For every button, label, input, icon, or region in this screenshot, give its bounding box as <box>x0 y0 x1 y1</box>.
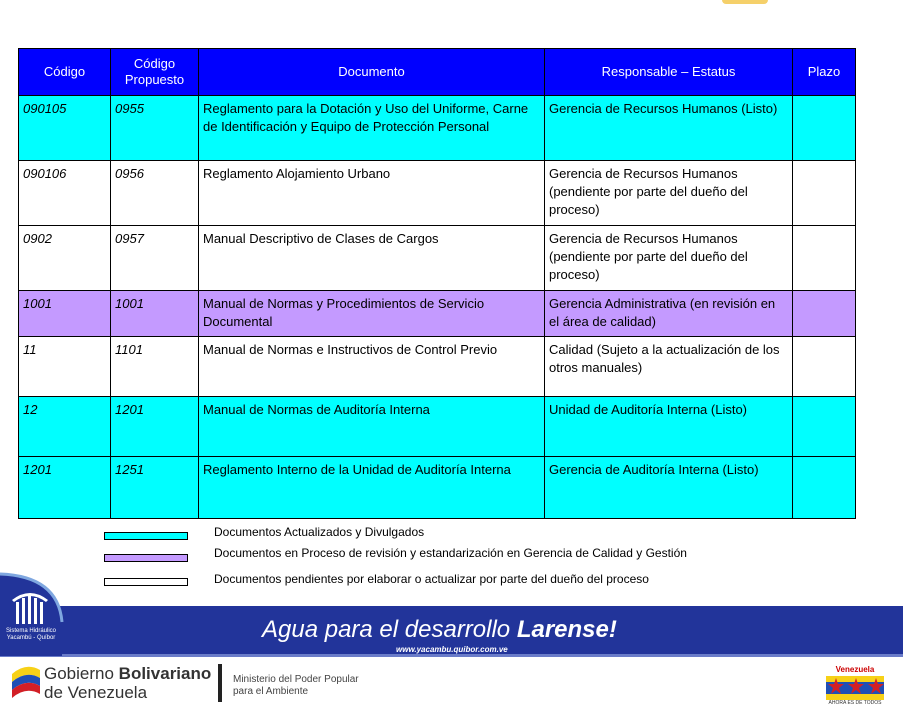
cell-document: Reglamento Interno de la Unidad de Auditoría Interna <box>199 457 545 519</box>
ministry-line-2: para el Ambiente <box>233 686 309 697</box>
footer-url: www.yacambu.quibor.com.ve <box>396 645 508 654</box>
footer-slogan <box>262 616 617 644</box>
government-prefix: Gobierno <box>44 664 119 683</box>
table-row <box>19 96 856 161</box>
cell-document: Reglamento Alojamiento Urbano <box>199 161 545 226</box>
venezuela-flag-icon <box>10 660 42 700</box>
cell-proposed-code: 1001 <box>111 291 199 337</box>
status-legend <box>104 522 864 588</box>
cell-code: 11 <box>19 337 111 397</box>
cell-responsible-status: Gerencia de Recursos Humanos (pendiente por parte del dueño del proceso) <box>545 226 793 291</box>
cell-code: 090106 <box>19 161 111 226</box>
cell-term <box>793 291 856 337</box>
table-row <box>19 291 856 337</box>
cell-term <box>793 457 856 519</box>
cell-responsible-status: Gerencia de Recursos Humanos (Listo) <box>545 96 793 161</box>
cell-proposed-code: 0956 <box>111 161 199 226</box>
cell-responsible-status: Calidad (Sujeto a la actualización de los otros manuales) <box>545 337 793 397</box>
cell-proposed-code: 0955 <box>111 96 199 161</box>
cell-proposed-code: 1201 <box>111 397 199 457</box>
legend-swatch-review <box>104 554 188 562</box>
cell-responsible-status: Unidad de Auditoría Interna (Listo) <box>545 397 793 457</box>
cell-term <box>793 337 856 397</box>
cell-document: Reglamento para la Dotación y Uso del Uniforme, Carne de Identificación y Equipo de Protección Personal <box>199 96 545 161</box>
cell-document: Manual de Normas y Procedimientos de Servicio Documental <box>199 291 545 337</box>
legend-label-pending: Documentos pendientes por elaborar o actualizar por parte del dueño del proceso <box>214 572 649 586</box>
table-row <box>19 457 856 519</box>
cell-responsible-status: Gerencia de Auditoría Interna (Listo) <box>545 457 793 519</box>
table-header-row <box>19 49 856 96</box>
cell-term <box>793 397 856 457</box>
legend-label-review: Documentos en Proceso de revisión y estandarización en Gerencia de Calidad y Gestión <box>214 546 687 560</box>
venezuela-logo-label: Venezuela <box>835 665 875 674</box>
cell-proposed-code: 1251 <box>111 457 199 519</box>
legend-item-review <box>104 544 864 566</box>
government-line-1 <box>44 664 211 683</box>
cell-code: 0902 <box>19 226 111 291</box>
footer-divider <box>218 664 222 702</box>
header-proposed-code: Código Propuesto <box>111 49 199 96</box>
table-row <box>19 161 856 226</box>
header-term: Plazo <box>793 49 856 96</box>
top-accent-decoration <box>722 0 768 4</box>
cell-document: Manual Descriptivo de Clases de Cargos <box>199 226 545 291</box>
ministry-name <box>233 674 359 698</box>
slogan-emphasis: Larense! <box>516 616 617 643</box>
legend-label-updated: Documentos Actualizados y Divulgados <box>214 525 425 539</box>
table-row <box>19 337 856 397</box>
cell-code: 1001 <box>19 291 111 337</box>
legend-item-updated <box>104 522 864 544</box>
documents-table <box>18 48 856 519</box>
yacambu-logo-icon <box>0 572 64 656</box>
legend-swatch-pending <box>104 578 188 586</box>
government-line-2: de Venezuela <box>44 683 148 702</box>
venezuela-logo-tagline: AHORA ES DE TODOS <box>828 700 882 706</box>
cell-term <box>793 226 856 291</box>
government-name <box>44 664 211 702</box>
cell-code: 090105 <box>19 96 111 161</box>
cell-proposed-code: 1101 <box>111 337 199 397</box>
cell-term <box>793 96 856 161</box>
cell-document: Manual de Normas e Instructivos de Control Previo <box>199 337 545 397</box>
header-code: Código <box>19 49 111 96</box>
table-row <box>19 226 856 291</box>
cell-code: 1201 <box>19 457 111 519</box>
legend-swatch-updated <box>104 532 188 540</box>
cell-code: 12 <box>19 397 111 457</box>
cell-term <box>793 161 856 226</box>
header-document: Documento <box>199 49 545 96</box>
header-responsible-status: Responsable – Estatus <box>545 49 793 96</box>
table-row <box>19 397 856 457</box>
slogan-prefix: Agua para el desarrollo <box>262 616 517 643</box>
legend-item-pending <box>104 566 864 588</box>
cell-responsible-status: Gerencia de Recursos Humanos (pendiente por parte del dueño del proceso) <box>545 161 793 226</box>
ministry-line-1: Ministerio del Poder Popular <box>233 674 359 685</box>
cell-proposed-code: 0957 <box>111 226 199 291</box>
cell-document: Manual de Normas de Auditoría Interna <box>199 397 545 457</box>
cell-responsible-status: Gerencia Administrativa (en revisión en el área de calidad) <box>545 291 793 337</box>
yacambu-logo-text: Sistema Hidráulico Yacambú - Quíbor <box>5 628 57 641</box>
government-emphasis: Bolivariano <box>118 664 212 683</box>
